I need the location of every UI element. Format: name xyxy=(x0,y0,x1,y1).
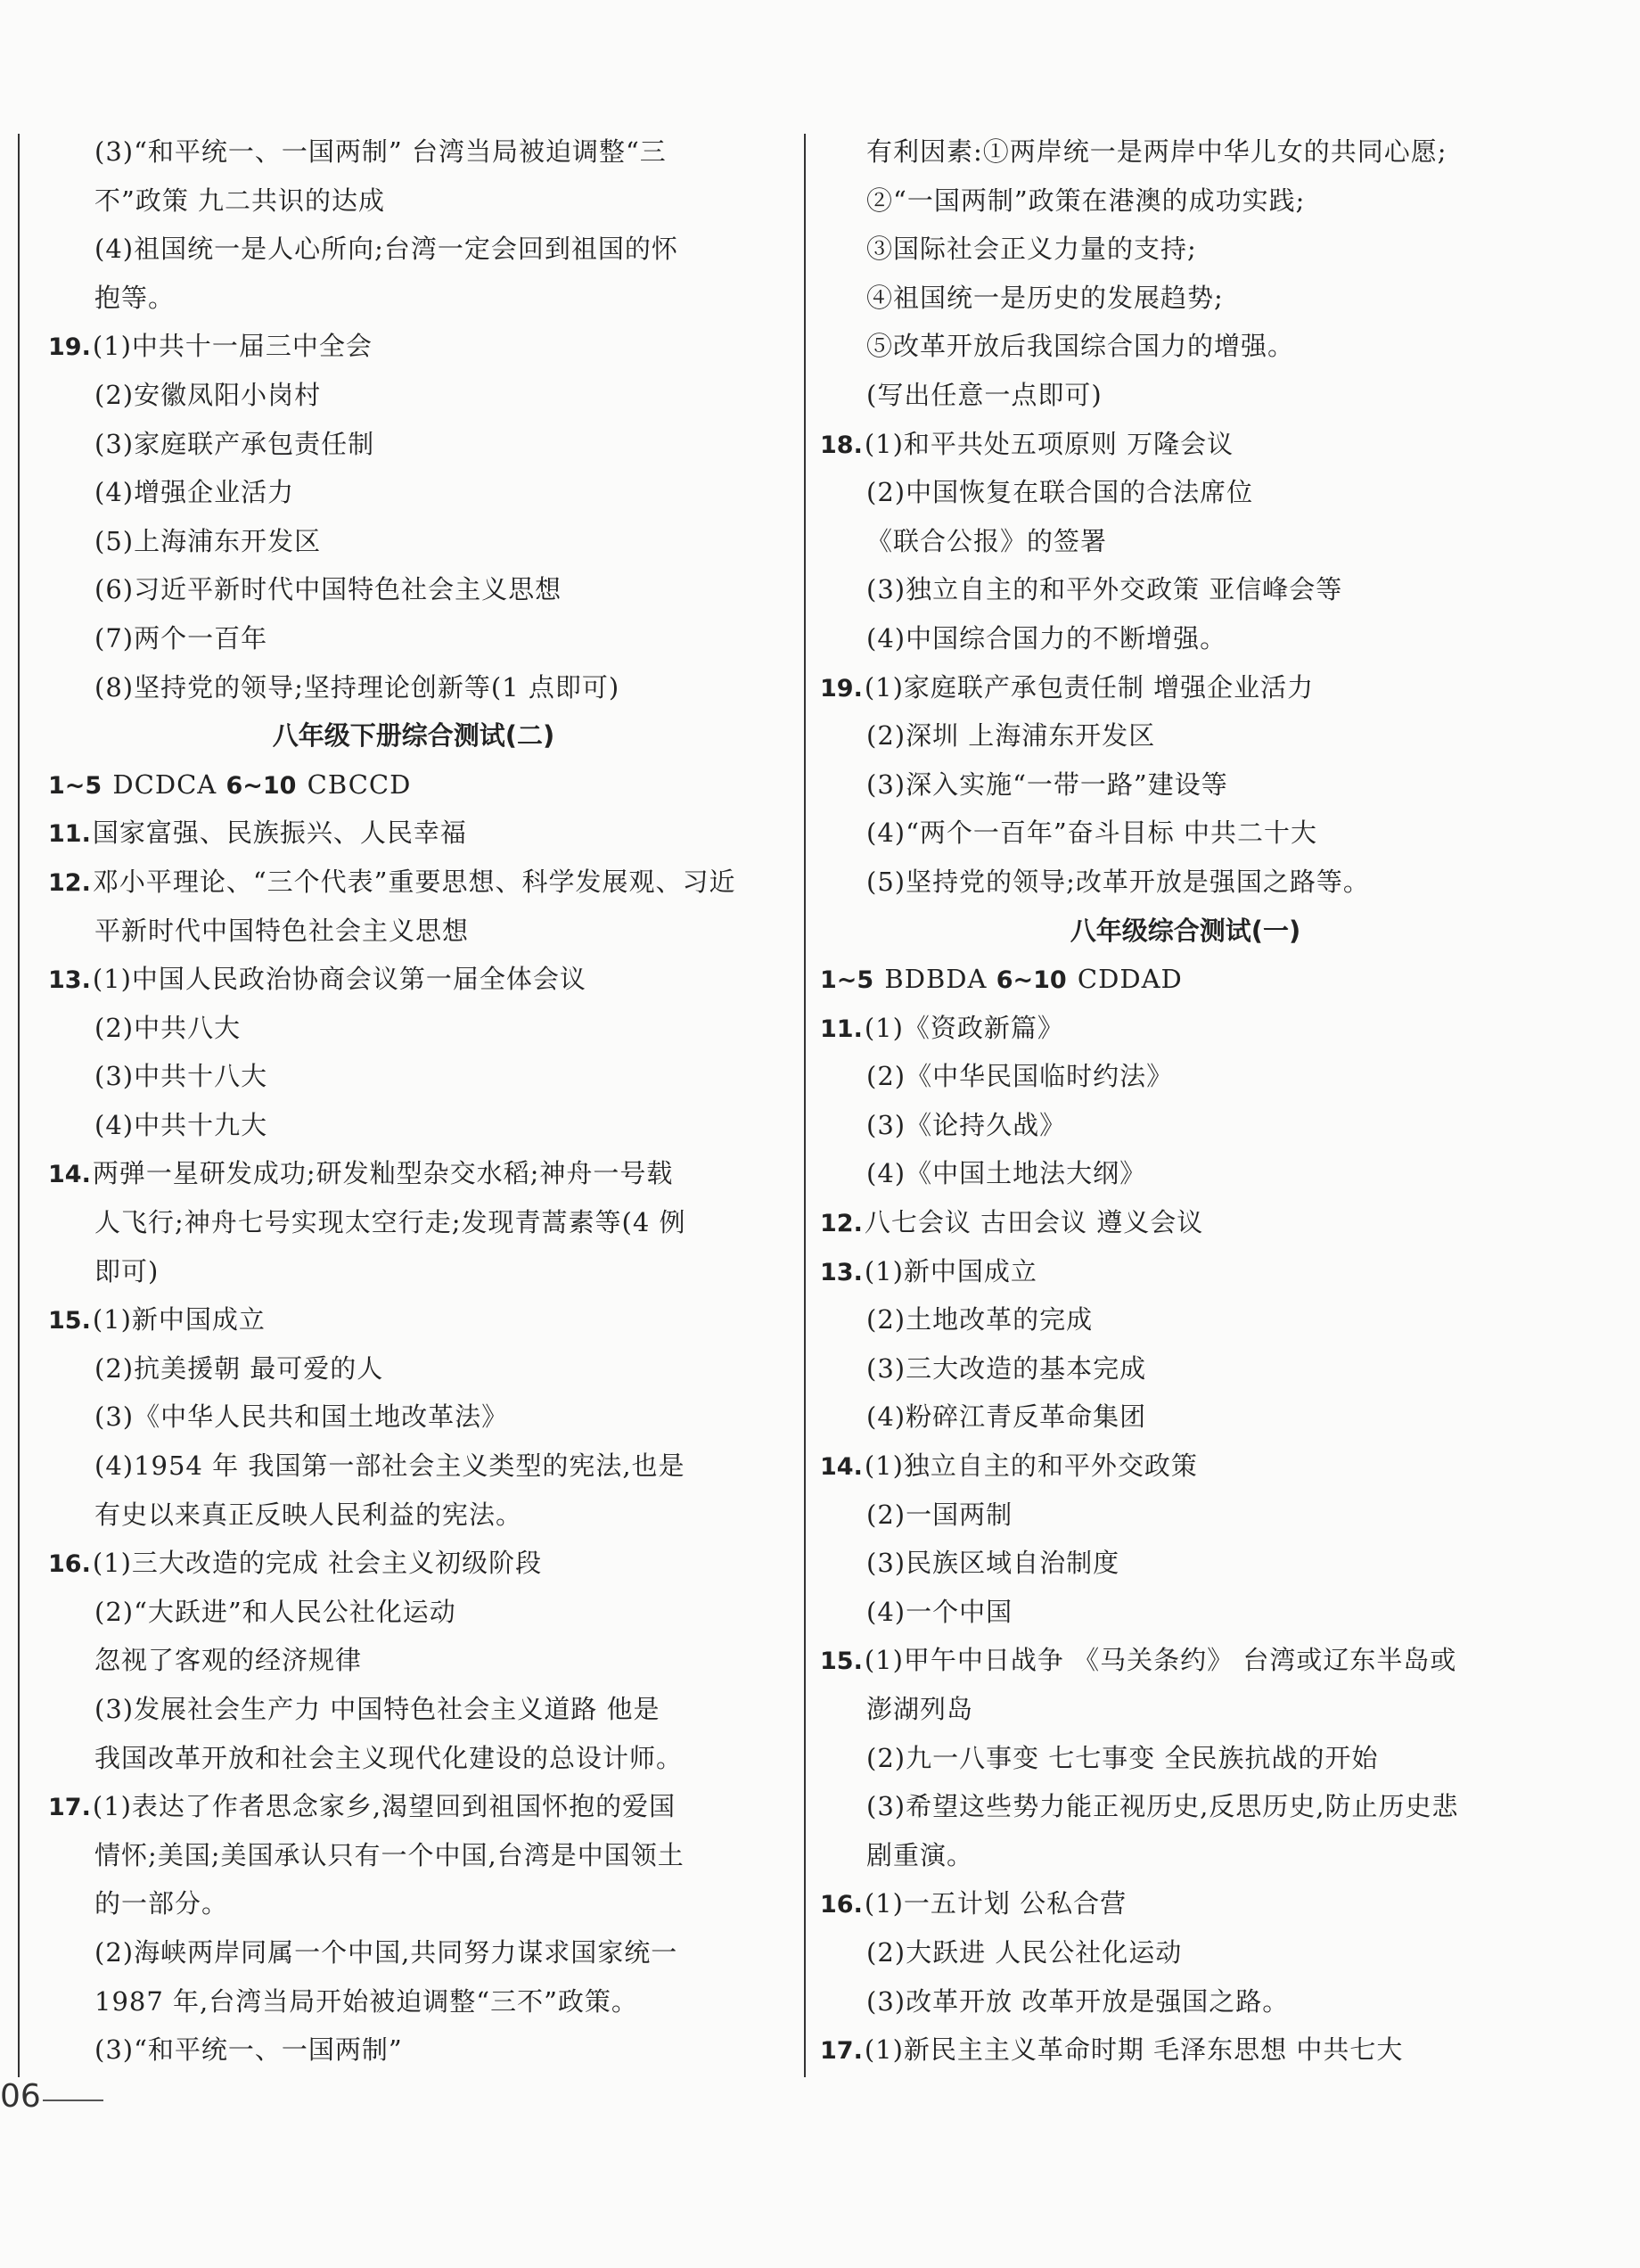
answer-line xyxy=(48,1149,779,1198)
answer-line xyxy=(820,1052,1551,1101)
answer-line xyxy=(48,517,779,566)
answer-line xyxy=(820,1782,1551,1831)
left-margin-rule xyxy=(18,134,20,2077)
answer-text: 国家富强、民族振兴、人民幸福 xyxy=(92,818,467,849)
answer-line xyxy=(820,955,1551,1004)
answer-line xyxy=(820,177,1551,226)
answer-line xyxy=(48,420,779,469)
answer-text: (2)海峡两岸同属一个中国,共同努力谋求国家统一 xyxy=(94,1936,678,1968)
answer-line xyxy=(48,1295,779,1344)
answer-text: (5)上海浦东开发区 xyxy=(94,525,322,556)
answer-line xyxy=(820,1879,1551,1928)
answer-line xyxy=(48,1782,779,1831)
answer-line xyxy=(48,2026,779,2075)
answer-text: DCDCA xyxy=(103,768,226,800)
answer-line xyxy=(48,809,779,858)
answer-line xyxy=(820,809,1551,858)
answer-text: (1)家庭联产承包责任制 增强企业活力 xyxy=(864,671,1315,703)
answer-line xyxy=(48,127,779,177)
answer-line xyxy=(820,1685,1551,1734)
answer-text: 即可) xyxy=(94,1255,160,1286)
answer-text: (3)深入实施“一带一路”建设等 xyxy=(866,768,1228,800)
answer-line xyxy=(48,760,779,809)
answer-line xyxy=(820,1247,1551,1296)
answer-text: (1)新中国成立 xyxy=(864,1255,1037,1286)
answer-text: 不”政策 九二共识的达成 xyxy=(94,185,386,216)
answer-line xyxy=(820,1101,1551,1150)
question-number: 11. xyxy=(820,1015,863,1043)
answer-line xyxy=(48,1831,779,1880)
answer-text: ②“一国两制”政策在港澳的成功实践; xyxy=(866,185,1306,216)
answer-line xyxy=(48,1685,779,1734)
answer-text: (6)习近平新时代中国特色社会主义思想 xyxy=(94,574,562,605)
answer-text: (2)中国恢复在联合国的合法席位 xyxy=(866,477,1254,508)
answer-text: (4)中共十九大 xyxy=(94,1109,268,1140)
page-number: 06 xyxy=(0,2078,41,2115)
answer-text: (1)甲午中日战争 《马关条约》 台湾或辽东半岛或 xyxy=(864,1645,1457,1676)
answer-text: (3)改革开放 改革开放是强国之路。 xyxy=(866,1985,1290,2017)
question-number: 17. xyxy=(820,2037,863,2066)
answer-line xyxy=(820,517,1551,566)
answer-text: 澎湖列岛 xyxy=(866,1694,974,1724)
answer-line xyxy=(48,565,779,614)
answer-text: 平新时代中国特色社会主义思想 xyxy=(94,915,470,946)
answer-text: (1)《资政新篇》 xyxy=(864,1012,1064,1043)
answer-line xyxy=(820,565,1551,614)
answer-line xyxy=(48,955,779,1004)
answer-line xyxy=(820,1149,1551,1198)
answer-line xyxy=(48,322,779,371)
question-number: 14. xyxy=(48,1161,91,1189)
answer-text: 《联合公报》的签署 xyxy=(866,525,1108,556)
answer-text: (8)坚持党的领导;坚持理论创新等(1 点即可) xyxy=(94,671,620,703)
answer-text: (3)三大改造的基本完成 xyxy=(866,1352,1147,1384)
answer-line xyxy=(820,711,1551,760)
right-column xyxy=(820,127,1551,2075)
answer-line xyxy=(48,468,779,517)
answer-text: 有史以来真正反映人民利益的宪法。 xyxy=(94,1499,523,1530)
answer-text: 忽视了客观的经济规律 xyxy=(94,1645,363,1676)
question-number: 15. xyxy=(820,1648,863,1676)
answer-line xyxy=(48,1198,779,1247)
answer-line xyxy=(48,1393,779,1442)
answer-text: (3)家庭联产承包责任制 xyxy=(94,428,375,459)
answer-line xyxy=(48,1052,779,1101)
answer-text: (1)三大改造的完成 社会主义初级阶段 xyxy=(92,1548,543,1579)
answer-line xyxy=(820,1295,1551,1344)
answer-text: (1)一五计划 公私合营 xyxy=(864,1888,1128,1919)
answer-line xyxy=(820,1734,1551,1783)
answer-text: (4)“两个一百年”奋斗目标 中共二十大 xyxy=(866,818,1317,849)
answer-text: 1987 年,台湾当局开始被迫调整“三不”政策。 xyxy=(94,1985,638,2017)
answer-text: 有利因素:①两岸统一是两岸中华儿女的共同心愿; xyxy=(866,136,1447,167)
answer-text: (2)一国两制 xyxy=(866,1499,1013,1530)
answer-text: (5)坚持党的领导;改革开放是强国之路等。 xyxy=(866,866,1370,897)
answer-text: 剧重演。 xyxy=(866,1839,974,1870)
answer-line xyxy=(820,127,1551,177)
answer-text: (1)表达了作者思念家乡,渴望回到祖国怀抱的爱国 xyxy=(92,1791,676,1822)
answer-text: (7)两个一百年 xyxy=(94,622,268,653)
answer-line xyxy=(820,1442,1551,1491)
answer-line xyxy=(48,907,779,956)
answer-text: 人飞行;神舟七号实现太空行走;发现青蒿素等(4 例 xyxy=(94,1207,686,1238)
answer-text: 八七会议 古田会议 遵义会议 xyxy=(864,1207,1204,1238)
answer-text: (2)抗美援朝 最可爱的人 xyxy=(94,1352,384,1384)
answer-text: (2)大跃进 人民公社化运动 xyxy=(866,1936,1183,1968)
question-number: 16. xyxy=(48,1550,91,1579)
section-heading: 八年级下册综合测试(二) xyxy=(272,720,555,752)
answer-line xyxy=(48,1977,779,2026)
answer-text: (2)深圳 上海浦东开发区 xyxy=(866,720,1156,752)
question-number: 13. xyxy=(48,966,91,995)
answer-text: 两弹一星研发成功;研发籼型杂交水稻;神舟一号载 xyxy=(92,1158,674,1189)
answer-line xyxy=(48,858,779,907)
question-number: 14. xyxy=(820,1453,863,1482)
answer-line xyxy=(48,1491,779,1540)
answer-line xyxy=(820,1636,1551,1685)
answer-line xyxy=(820,614,1551,663)
answer-text: (4)1954 年 我国第一部社会主义类型的宪法,也是 xyxy=(94,1450,685,1482)
answer-line xyxy=(48,663,779,712)
answer-text: (4)粉碎江青反革命集团 xyxy=(866,1401,1147,1433)
answer-line xyxy=(48,1636,779,1685)
answer-line xyxy=(820,371,1551,420)
answer-line xyxy=(820,274,1551,323)
answer-line xyxy=(48,1928,779,1977)
answer-line xyxy=(820,468,1551,517)
column-divider xyxy=(804,134,806,2077)
answer-line xyxy=(820,858,1551,907)
answer-line xyxy=(48,1101,779,1150)
answer-line xyxy=(48,1588,779,1637)
page-number-rule xyxy=(43,2100,103,2101)
answer-line xyxy=(48,1539,779,1588)
answer-text: (1)和平共处五项原则 万隆会议 xyxy=(864,428,1234,459)
answer-text: (3)独立自主的和平外交政策 亚信峰会等 xyxy=(866,574,1343,605)
question-number: 16. xyxy=(820,1891,863,1919)
question-number: 1~5 xyxy=(48,771,102,800)
answer-text: (4)中国综合国力的不断增强。 xyxy=(866,622,1227,653)
answer-line xyxy=(48,1879,779,1928)
answer-line xyxy=(48,614,779,663)
answer-line xyxy=(48,274,779,323)
answer-line xyxy=(820,1928,1551,1977)
answer-line xyxy=(48,1442,779,1491)
question-number: 19. xyxy=(48,333,91,362)
answer-text: 我国改革开放和社会主义现代化建设的总设计师。 xyxy=(94,1742,684,1773)
answer-line xyxy=(820,1004,1551,1053)
answer-text: ⑤改革开放后我国综合国力的增强。 xyxy=(866,331,1295,362)
answer-text: 邓小平理论、“三个代表”重要思想、科学发展观、习近 xyxy=(92,866,736,897)
answer-text: (1)新中国成立 xyxy=(92,1304,266,1335)
answer-line xyxy=(820,1344,1551,1393)
answer-text: (3)民族区域自治制度 xyxy=(866,1548,1120,1579)
question-number: 6~10 xyxy=(996,966,1067,995)
answer-text: (1)中共十一届三中全会 xyxy=(92,331,373,362)
answer-text: 情怀;美国;美国承认只有一个中国,台湾是中国领土 xyxy=(94,1839,685,1870)
answer-line xyxy=(48,1004,779,1053)
answer-text: (3)“和平统一、一国两制” 台湾当局被迫调整“三 xyxy=(94,136,667,167)
answer-text: (3)希望这些势力能正视历史,反思历史,防止历史悲 xyxy=(866,1791,1459,1822)
question-number: 12. xyxy=(48,868,91,897)
question-number: 12. xyxy=(820,1210,863,1238)
answer-text: (2)“大跃进”和人民公社化运动 xyxy=(94,1596,456,1627)
answer-line xyxy=(820,1831,1551,1880)
answer-text: (1)新民主主义革命时期 毛泽东思想 中共七大 xyxy=(864,2034,1404,2066)
answer-line xyxy=(820,1588,1551,1637)
answer-line xyxy=(48,371,779,420)
answer-text: (2)《中华民国临时约法》 xyxy=(866,1061,1174,1092)
answer-text: (2)安徽凤阳小岗村 xyxy=(94,379,322,410)
answer-line xyxy=(48,1734,779,1783)
question-number: 17. xyxy=(48,1794,91,1822)
answer-text: (1)中国人民政治协商会议第一届全体会议 xyxy=(92,964,586,995)
answer-line xyxy=(820,1393,1551,1442)
answer-line xyxy=(48,225,779,274)
answer-text: (3)中共十八大 xyxy=(94,1061,268,1092)
answer-line xyxy=(820,663,1551,712)
answer-line xyxy=(820,322,1551,371)
question-number: 15. xyxy=(48,1307,91,1335)
answer-line xyxy=(820,1539,1551,1588)
answer-text: BDBDA xyxy=(875,964,996,995)
answer-text: (2)土地改革的完成 xyxy=(866,1304,1094,1335)
answer-text: (4)《中国土地法大纲》 xyxy=(866,1158,1147,1189)
answer-line xyxy=(48,177,779,226)
question-number: 11. xyxy=(48,820,91,849)
question-number: 19. xyxy=(820,674,863,703)
answer-text: (2)中共八大 xyxy=(94,1012,242,1043)
answer-line xyxy=(48,1344,779,1393)
answer-line xyxy=(820,1491,1551,1540)
answer-text: (4)一个中国 xyxy=(866,1596,1013,1627)
answer-text: (写出任意一点即可) xyxy=(866,379,1103,410)
answer-text: ④祖国统一是历史的发展趋势; xyxy=(866,282,1224,313)
answer-text: (1)独立自主的和平外交政策 xyxy=(864,1450,1198,1482)
answer-text: (4)增强企业活力 xyxy=(94,477,295,508)
answer-text: ③国际社会正义力量的支持; xyxy=(866,234,1197,265)
answer-text: (2)九一八事变 七七事变 全民族抗战的开始 xyxy=(866,1742,1379,1773)
answer-line xyxy=(820,225,1551,274)
answer-line xyxy=(48,1247,779,1296)
question-number: 6~10 xyxy=(226,771,297,800)
answer-text: (3)《论持久战》 xyxy=(866,1109,1067,1140)
answer-text: (3)发展社会生产力 中国特色社会主义道路 他是 xyxy=(94,1694,660,1724)
answer-line xyxy=(820,420,1551,469)
answer-text: 的一部分。 xyxy=(94,1888,229,1919)
left-column xyxy=(48,127,779,2075)
answer-text: CDDAD xyxy=(1068,964,1183,995)
question-number: 13. xyxy=(820,1258,863,1286)
answer-text: CBCCD xyxy=(298,768,412,800)
question-number: 18. xyxy=(820,431,863,459)
question-number: 1~5 xyxy=(820,966,874,995)
answer-line xyxy=(820,1977,1551,2026)
answer-line xyxy=(820,760,1551,809)
answer-line xyxy=(820,1198,1551,1247)
section-heading: 八年级综合测试(一) xyxy=(1070,915,1301,946)
answer-text: 抱等。 xyxy=(94,282,176,313)
answer-line xyxy=(820,2026,1551,2075)
answer-text: (3)《中华人民共和国土地改革法》 xyxy=(94,1401,509,1433)
answer-text: (3)“和平统一、一国两制” xyxy=(94,2034,403,2066)
answer-text: (4)祖国统一是人心所向;台湾一定会回到祖国的怀 xyxy=(94,234,678,265)
